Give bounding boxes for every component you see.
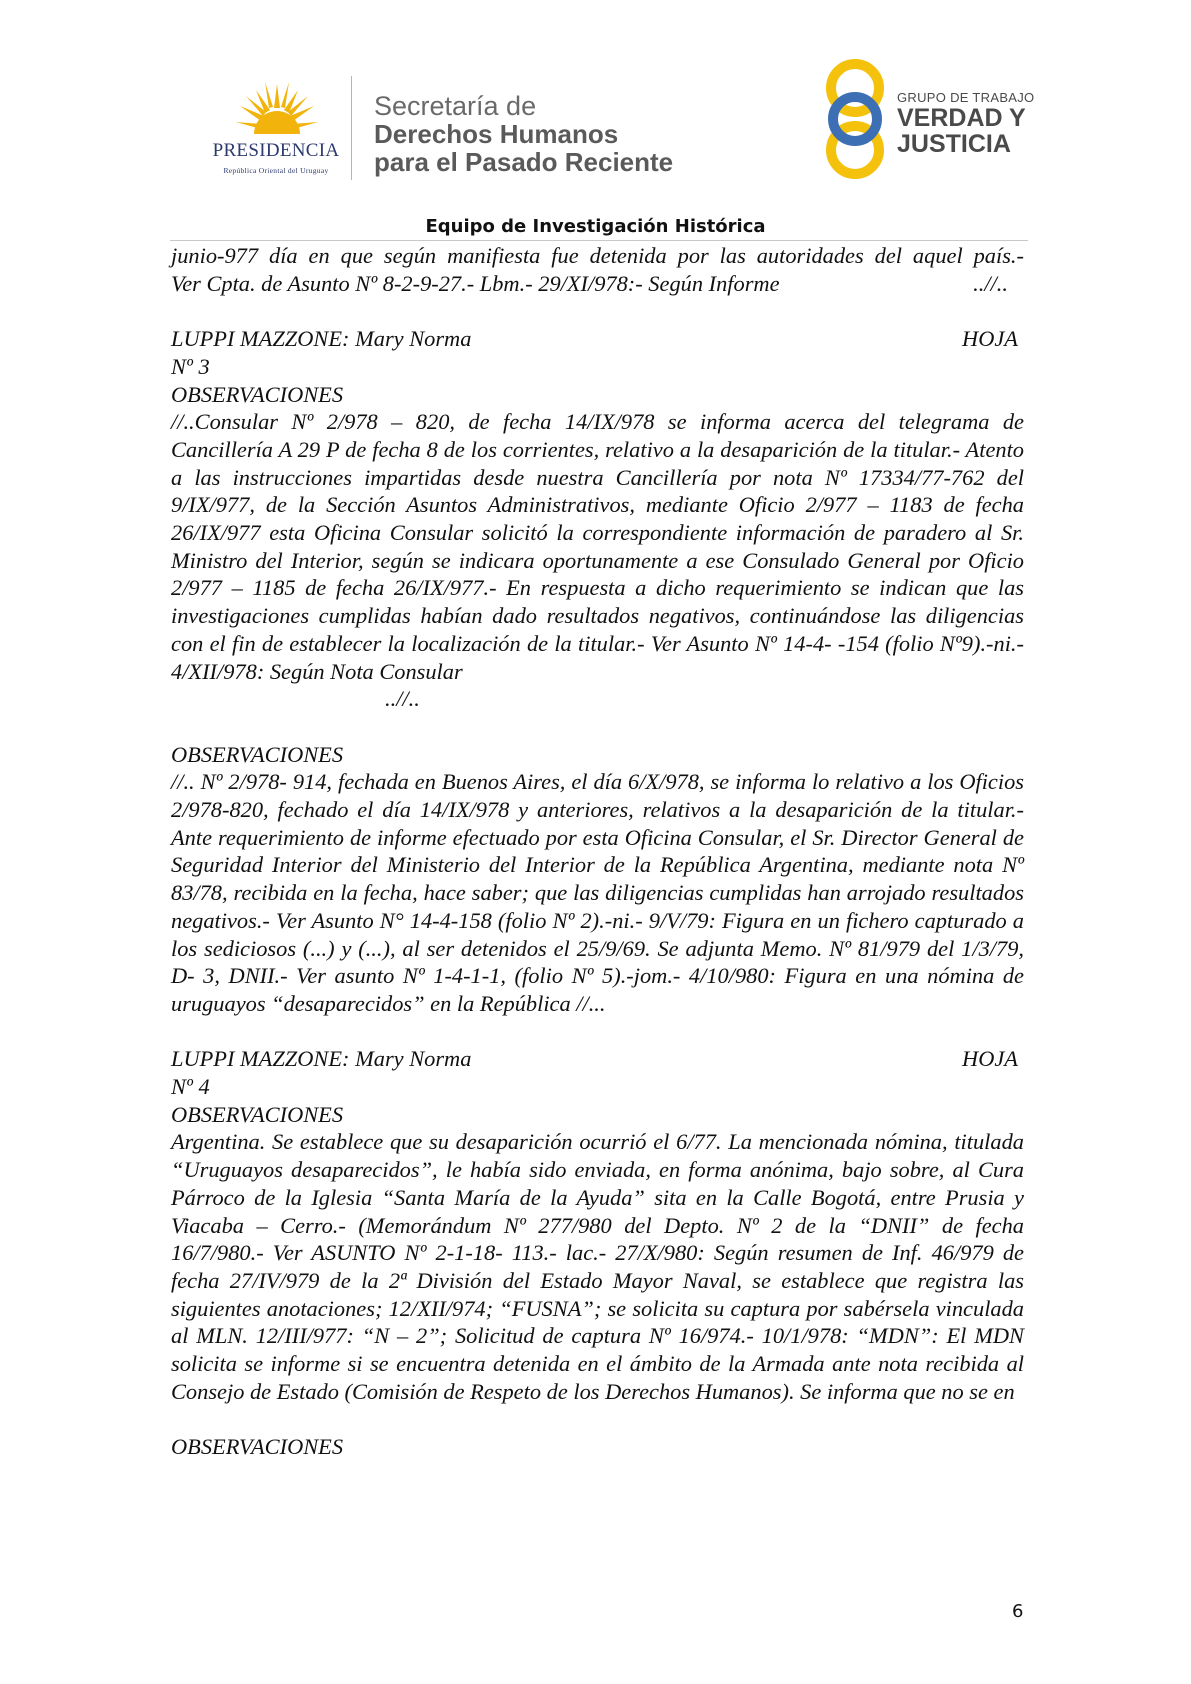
section3-hoja: HOJA xyxy=(962,1046,1018,1072)
section1-heading: OBSERVACIONES xyxy=(171,381,344,407)
intro-line-1: junio-977 día en que según manifiesta fue detenida por las autoridades del aquel país.- xyxy=(171,243,1024,268)
section1-paragraph: //..Consular Nº 2/978 – 820, de fecha 14/IX/978 se informa acerca del telegrama de Cancillería A 29 P de fecha 8 de los corrientes, relativo a la desaparición de la titular.- Atento a las instrucciones impartidas desde nuestra Cancillería por nota Nº 17334/77-762 del 9/IX/977, de la Sección Asuntos Administrativos, mediante Oficio 2/977 – 1183 de fecha 26/IX/977 esta Oficina Consular solicitó la correspondiente información de paradero al Sr. Ministro del Interior, según se indicara oportunamente a ese Consulado General por Oficio 2/977 – 1185 de fecha 26/IX/977.- En respuesta a dicho requerimiento se indican que las investigaciones cumplidas habían dado resultados negativos, continuándose las diligencias con el fin de establecer la localización de la titular.- Ver Asunto Nº 14-4- -154 (folio Nº9).-ni.- 4/XII/978: Según Nota Consular xyxy=(171,409,1024,684)
secretaria-line-1: Secretaría de xyxy=(374,91,537,121)
secretaria-title xyxy=(374,92,673,176)
section3-heading: OBSERVACIONES xyxy=(171,1101,344,1127)
section3-number: Nº 4 xyxy=(171,1074,210,1100)
team-title: Equipo de Investigación Histórica xyxy=(425,216,766,237)
grupo-trabajo-title xyxy=(897,90,1034,157)
page-header xyxy=(0,0,1191,237)
grupo-line-3: JUSTICIA xyxy=(897,130,1011,158)
presidencia-logo xyxy=(196,78,356,182)
section1-hoja: HOJA xyxy=(962,326,1018,352)
intro-line-2 xyxy=(171,270,1024,298)
header-divider xyxy=(351,76,352,180)
verdad-justicia-rings-icon xyxy=(820,56,890,182)
intro-line-2-text: Ver Cpta. de Asunto Nº 8-2-9-27.- Lbm.- 29/XI/978:- Según Informe xyxy=(171,270,780,296)
section3-paragraph: Argentina. Se establece que su desaparición ocurrió el 6/77. La mencionada nómina, titulada “Uruguayos desaparecidos”, le había sido enviada, en forma anónima, bajo sobre, al Cura Párroco de la Iglesia “Santa María de la Ayuda” sita en la Calle Bogotá, entre Prusia y Viacaba – Cerro.- (Memorándum Nº 277/980 del Depto. Nº 2 de la “DNII” de fecha 16/7/980.- Ver ASUNTO Nº 2-1-18- 113.- lac.- 27/X/980: Según resumen de Inf. 46/979 de fecha 27/IV/979 de la 2ª División del Estado Mayor Naval, se establece que registra las siguientes anotaciones; 12/XII/974; “FUSNA”; se solicita su captura por sabérsela vinculada al MLN. 12/III/977: “N – 2”; Solicitud de captura Nº 16/974.- 10/1/978: “MDN”: El MDN solicita se informe si se encuentra detenida en el ámbito de la Armada ante nota recibida al Consejo de Estado (Comisión de Respeto de los Derechos Humanos). Se informa que no se en xyxy=(171,1129,1024,1404)
section1-continuation: ..//.. xyxy=(385,686,420,712)
grupo-line-1: GRUPO DE TRABAJO xyxy=(897,90,1035,105)
grupo-line-2: VERDAD Y xyxy=(897,104,1026,132)
presidencia-name: PRESIDENCIA xyxy=(212,140,340,161)
document-body xyxy=(171,242,1024,1461)
section4-heading: OBSERVACIONES xyxy=(171,1434,344,1460)
intro-continuation: ..//.. xyxy=(973,270,1008,296)
secretaria-line-3: para el Pasado Reciente xyxy=(374,147,674,177)
section1-name-row xyxy=(171,325,1024,353)
section2-heading: OBSERVACIONES xyxy=(171,741,344,767)
sun-emblem-icon xyxy=(234,78,320,140)
page-number: 6 xyxy=(1012,1601,1024,1622)
section1-name: LUPPI MAZZONE: Mary Norma xyxy=(171,326,472,352)
section3-name-row xyxy=(171,1045,1024,1073)
presidencia-subtitle: República Oriental del Uruguay xyxy=(223,166,329,175)
section2-paragraph: //.. Nº 2/978- 914, fechada en Buenos Aires, el día 6/X/978, se informa lo relativo a los Oficios 2/978-820, fechado el día 14/IX/978 y anteriores, relativos a la desaparición de la titular.- Ante requerimiento de informe efectuado por esta Oficina Consular, el Sr. Director General de Seguridad Interior del Ministerio del Interior de la República Argentina, mediante nota Nº 83/78, recibida en la fecha, hace saber; que las diligencias cumplidas han arrojado resultados negativos.- Ver Asunto N° 14-4-158 (folio Nº 2).-ni.- 9/V/79: Figura en un fichero capturado a los sediciosos (...) y (...), al ser detenidos el 25/9/69. Se adjunta Memo. Nº 81/979 del 1/3/79, D- 3, DNII.- Ver asunto Nº 1-4-1-1, (folio Nº 5).-jom.- 4/10/980: Figura en una nómina de uruguayos “desaparecidos” en la República //... xyxy=(171,769,1024,1016)
section3-name: LUPPI MAZZONE: Mary Norma xyxy=(171,1046,472,1072)
section1-number: Nº 3 xyxy=(171,353,210,379)
header-rule xyxy=(170,240,1028,241)
secretaria-line-2: Derechos Humanos xyxy=(374,119,619,149)
